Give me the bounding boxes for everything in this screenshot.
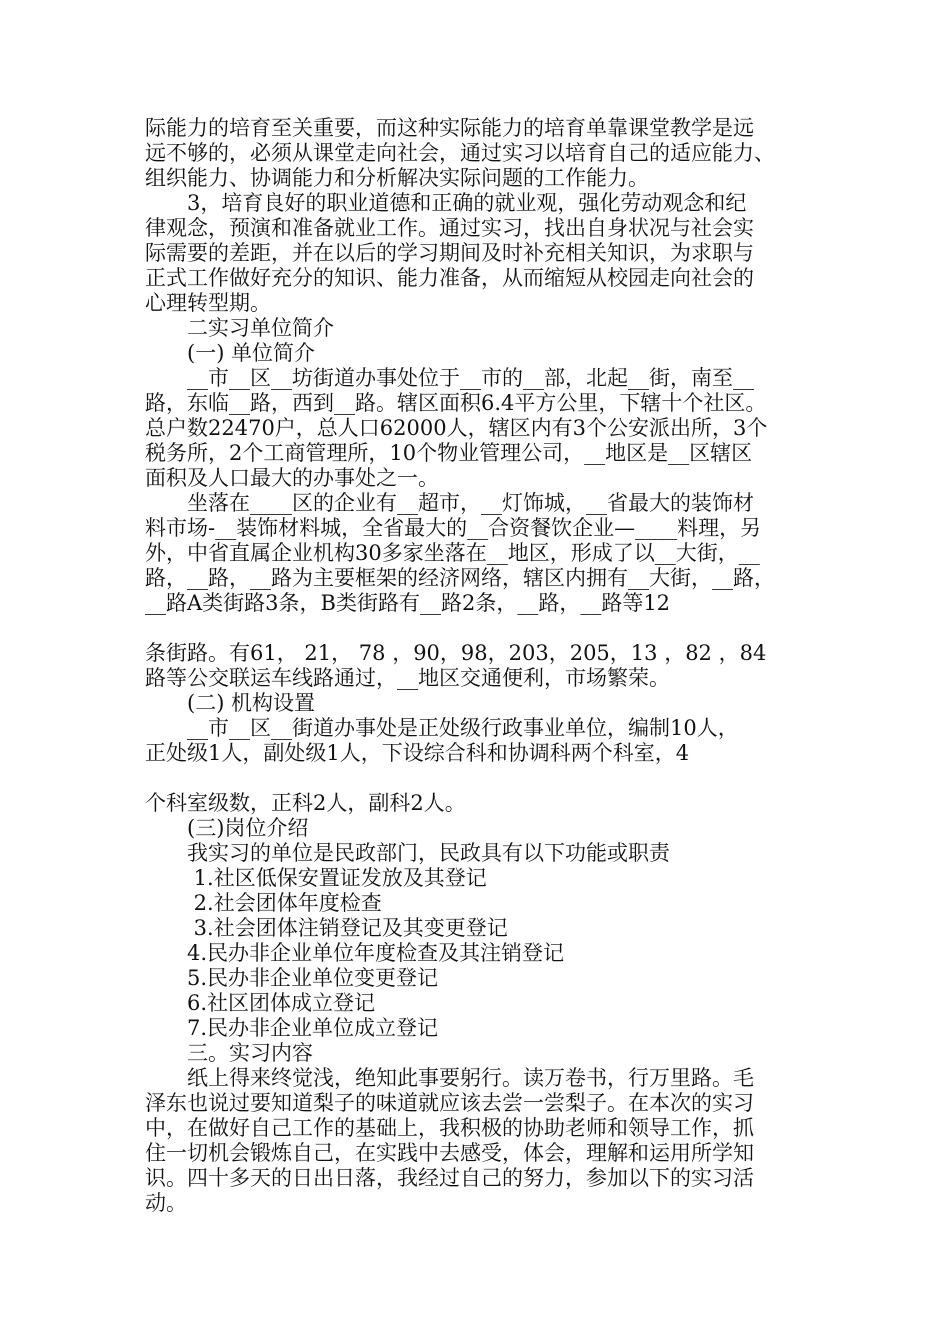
text-line: 总户数22470户，总人口62000人，辖区内有3个公安派出所，3个 <box>145 416 768 440</box>
list-item: 1.社区低保安置证发放及其登记 <box>145 866 487 890</box>
blank-line <box>145 616 825 641</box>
subsection-heading: (三)岗位介绍 <box>145 816 309 840</box>
text-line: __市__区__坊街道办事处位于__市的__部，北起__街，南至__ <box>145 366 754 390</box>
text-line: 路，__路，__路为主要框架的经济网络，辖区内拥有__大街，__路， <box>145 566 775 590</box>
document-body <box>145 116 825 1216</box>
text-line: 路等公交联运车线路通过，__地区交通便利，市场繁荣。 <box>145 666 670 690</box>
text-line: 际需要的差距，并在以后的学习期间及时补充相关知识，为求职与 <box>145 241 754 265</box>
text-line: 组织能力、协调能力和分析解决实际问题的工作能力。 <box>145 166 649 190</box>
section-heading: 三。实习内容 <box>145 1041 313 1065</box>
text-line: 纸上得来终觉浅，绝知此事要躬行。读万卷书，行万里路。毛 <box>145 1066 754 1090</box>
text-line: __市__区__街道办事处是正处级行政事业单位，编制10人， <box>145 716 739 740</box>
text-line: 律观念，预演和准备就业工作。通过实习，找出自身状况与社会实 <box>145 216 754 240</box>
blank-line <box>145 766 825 791</box>
text-line: 际能力的培育至关重要，而这种实际能力的培育单靠课堂教学是远 <box>145 116 754 140</box>
text-line: 泽东也说过要知道梨子的味道就应该去尝一尝梨子。在本次的实习 <box>145 1091 754 1115</box>
text-line: 坐落在____区的企业有__超市，__灯饰城，__省最大的装饰材 <box>145 491 754 515</box>
text-line: 正式工作做好充分的知识、能力准备，从而缩短从校园走向社会的 <box>145 266 754 290</box>
text-line: 税务所，2个工商管理所，10个物业管理公司，__地区是__区辖区 <box>145 441 753 465</box>
text-line: 远不够的，必须从课堂走向社会，通过实习以培育自己的适应能力、 <box>145 141 775 165</box>
text-line: 识。四十多天的日出日落，我经过自己的努力，参加以下的实习活 <box>145 1166 754 1190</box>
subsection-heading: (一) 单位简介 <box>145 341 316 365</box>
text-line: 住一切机会锻炼自己，在实践中去感受，体会，理解和运用所学知 <box>145 1141 754 1165</box>
text-line: 条街路。有61， 21， 78 ，90，98，203，205，13 ，82 ，84 <box>145 641 767 665</box>
section-heading: 二实习单位简介 <box>145 316 334 340</box>
text-line: 个科室级数，正科2人，副科2人。 <box>145 791 466 815</box>
text-line: 中，在做好自己工作的基础上，我积极的协助老师和领导工作，抓 <box>145 1116 754 1140</box>
list-item: 2.社会团体年度检查 <box>145 891 382 915</box>
list-item: 4.民办非企业单位年度检查及其注销登记 <box>145 941 565 965</box>
text-line: 料市场-__装饰材料城，全省最大的__合资餐饮企业—____料理，另 <box>145 516 762 540</box>
list-item: 5.民办非企业单位变更登记 <box>145 966 439 990</box>
text-line: 心理转型期。 <box>145 291 271 315</box>
subsection-heading: (二) 机构设置 <box>145 691 316 715</box>
text-line: 面积及人口最大的办事处之一。 <box>145 466 439 490</box>
text-line: 3，培育良好的职业道德和正确的就业观，强化劳动观念和纪 <box>145 191 747 215</box>
list-item: 6.社区团体成立登记 <box>145 991 376 1015</box>
text-line: 我实习的单位是民政部门，民政具有以下功能或职责 <box>145 841 670 865</box>
text-line: 路，东临__路，西到__路。辖区面积6.4平方公里，下辖十个社区。 <box>145 391 767 415</box>
list-item: 3.社会团体注销登记及其变更登记 <box>145 916 508 940</box>
text-line: 正处级1人，副处级1人，下设综合科和协调科两个科室，4 <box>145 741 690 765</box>
list-item: 7.民办非企业单位成立登记 <box>145 1016 439 1040</box>
text-line: 外，中省直属企业机构30多家坐落在__地区，形成了以__大街，__ <box>145 541 760 565</box>
text-line: __路A类街路3条，B类街路有__路2条，__路，__路等12 <box>145 591 671 615</box>
text-line: 动。 <box>145 1191 187 1215</box>
